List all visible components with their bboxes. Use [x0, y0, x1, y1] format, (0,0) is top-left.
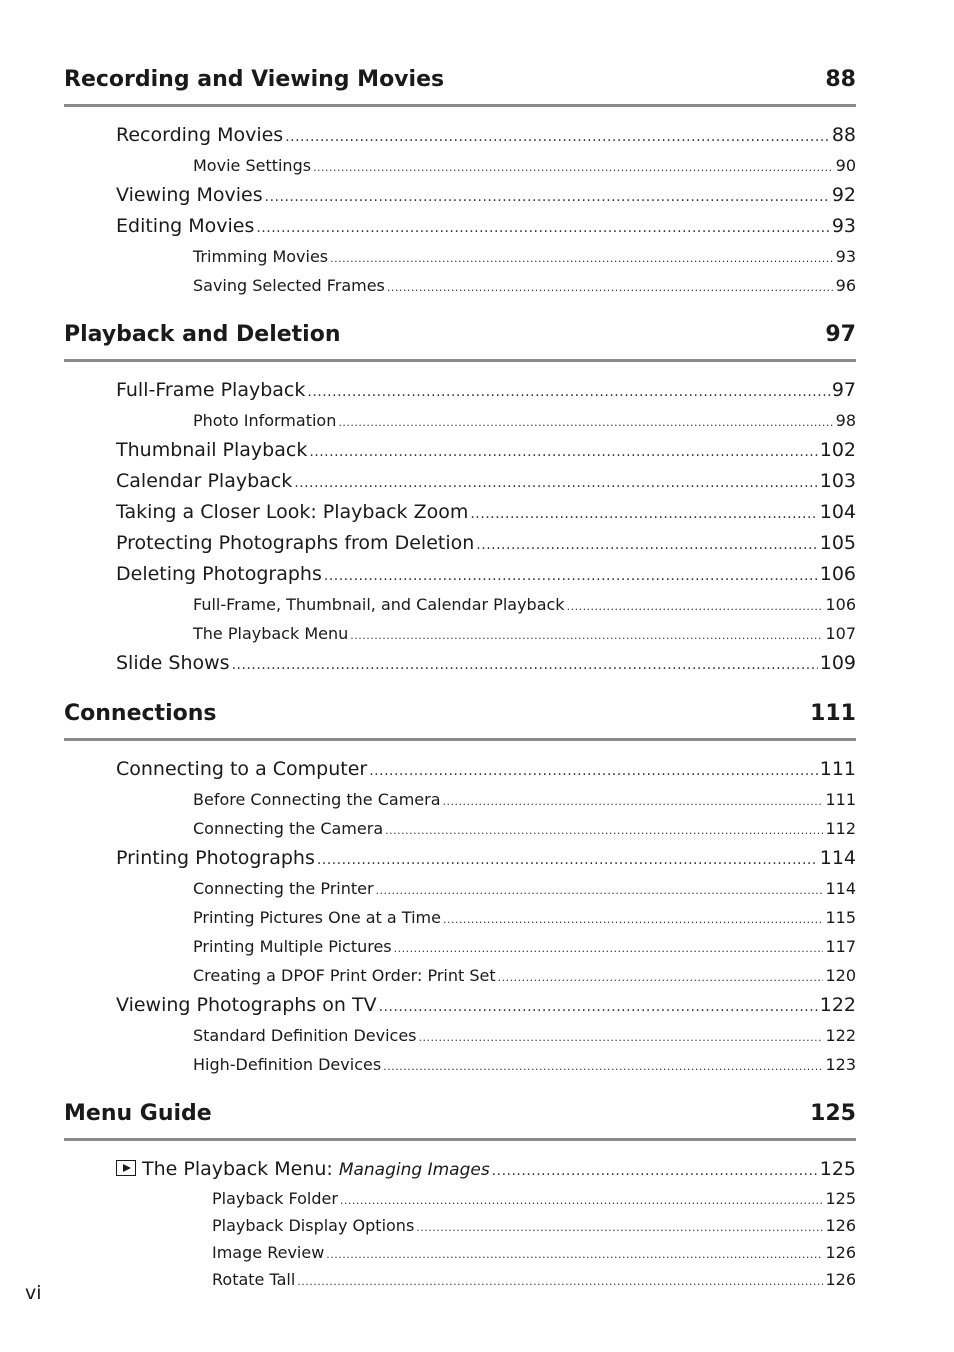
entry-page: 122 [825, 1026, 856, 1045]
dot-leader [338, 409, 833, 436]
entry-title [193, 407, 336, 434]
entry-title [116, 1155, 490, 1185]
entry-title [193, 243, 328, 270]
entry-title [193, 152, 311, 179]
entry-title [193, 786, 441, 813]
toc-entry[interactable] [64, 212, 856, 243]
entry-title [116, 436, 307, 465]
toc-entry[interactable] [64, 991, 856, 1022]
section-title: Recording and Viewing Movies [64, 67, 445, 92]
entry-page: 114 [825, 879, 856, 898]
dot-leader [416, 1215, 823, 1240]
entry-text: Printing Photographs [116, 847, 315, 869]
entry-text: High-Definition Devices [193, 1055, 382, 1074]
entry-page: 93 [831, 215, 856, 237]
dot-leader [383, 1053, 823, 1080]
entry-title [193, 272, 385, 299]
page-number: vi [25, 1282, 42, 1304]
entry-page: 120 [825, 966, 856, 985]
dot-leader [256, 214, 829, 243]
dot-leader [297, 1269, 823, 1294]
entry-page: 93 [835, 247, 856, 266]
entry-page: 97 [831, 379, 856, 401]
entry-text: Recording Movies [116, 124, 284, 146]
dot-leader [324, 562, 818, 591]
toc-entry[interactable] [64, 1155, 856, 1186]
toc-entry[interactable] [64, 786, 856, 815]
entry-text: Saving Selected Frames [193, 276, 385, 295]
entry-title [116, 991, 377, 1020]
toc-entry[interactable] [64, 1213, 856, 1240]
entry-title [193, 875, 374, 902]
toc-entry[interactable] [64, 875, 856, 904]
dot-leader [376, 877, 824, 904]
entry-title [212, 1213, 414, 1238]
dot-leader [394, 935, 824, 962]
entry-page: 92 [831, 184, 856, 206]
entry-text: Photo Information [193, 411, 337, 430]
section-title: Connections [64, 701, 217, 726]
toc-entry[interactable] [64, 620, 856, 649]
toc-entries [64, 107, 856, 315]
dot-leader [443, 788, 824, 815]
dot-leader [309, 438, 817, 467]
entry-text: The Playback Menu [193, 624, 349, 643]
entry-text: Editing Movies [116, 215, 255, 237]
entry-page: 98 [835, 411, 856, 430]
entry-page: 126 [825, 1270, 856, 1289]
entry-page: 106 [825, 595, 856, 614]
entry-subtitle: Managing Images [338, 1160, 490, 1180]
toc-entry[interactable] [64, 498, 856, 529]
section-heading[interactable] [64, 700, 856, 741]
section-heading[interactable] [64, 66, 856, 107]
dot-leader [419, 1024, 824, 1051]
entry-title [193, 1022, 417, 1049]
entry-title [116, 529, 474, 558]
entry-title [116, 844, 315, 873]
toc-entry[interactable] [64, 1267, 856, 1294]
entry-title [193, 815, 383, 842]
entry-text: Viewing Movies [116, 184, 263, 206]
entry-title [193, 933, 392, 960]
toc-entry[interactable] [64, 1051, 856, 1080]
toc-entry[interactable] [64, 121, 856, 152]
entry-title [116, 498, 468, 527]
entry-text: Standard Definition Devices [193, 1026, 417, 1045]
dot-leader [285, 123, 830, 152]
entry-page: 96 [835, 276, 856, 295]
section-page: 111 [810, 701, 856, 726]
entry-page: 103 [819, 470, 856, 492]
dot-leader [476, 531, 817, 560]
section-heading[interactable] [64, 321, 856, 362]
entry-text: Connecting to a Computer [116, 758, 368, 780]
toc-entry[interactable] [64, 529, 856, 560]
entry-page: 125 [819, 1158, 856, 1180]
entry-text: Image Review [212, 1243, 325, 1262]
dot-leader [326, 1242, 823, 1267]
section-heading[interactable] [64, 1100, 856, 1141]
toc-entry[interactable] [64, 376, 856, 407]
entry-text: Printing Pictures One at a Time [193, 908, 441, 927]
toc-section [64, 700, 856, 1094]
entry-page: 111 [825, 790, 856, 809]
entry-title [116, 755, 367, 784]
toc-entries [64, 1141, 856, 1308]
dot-leader [340, 1188, 824, 1213]
dot-leader [567, 593, 824, 620]
entry-page: 102 [819, 439, 856, 461]
section-page: 97 [825, 322, 856, 347]
entry-title [193, 620, 348, 647]
dot-leader [350, 622, 823, 649]
playback-menu-icon [116, 1160, 136, 1176]
entry-text: The Playback Menu: [142, 1158, 339, 1180]
dot-leader [317, 846, 818, 875]
entry-text: Viewing Photographs on TV [116, 994, 377, 1016]
toc-entry[interactable] [64, 181, 856, 212]
toc-entries [64, 362, 856, 694]
toc-entry[interactable] [64, 755, 856, 786]
entry-page: 107 [825, 624, 856, 643]
toc-entry[interactable] [64, 243, 856, 272]
toc-entry[interactable] [64, 904, 856, 933]
entry-title [193, 904, 441, 931]
entry-text: Deleting Photographs [116, 563, 322, 585]
dot-leader [385, 817, 823, 844]
entry-text: Rotate Tall [212, 1270, 296, 1289]
toc-section [64, 66, 856, 315]
entry-text: Printing Multiple Pictures [193, 937, 392, 956]
toc-section [64, 1100, 856, 1308]
entry-text: Full-Frame, Thumbnail, and Calendar Playback [193, 595, 565, 614]
toc-entry[interactable] [64, 815, 856, 844]
dot-leader [443, 906, 824, 933]
entry-page: 112 [825, 819, 856, 838]
entry-text: Thumbnail Playback [116, 439, 308, 461]
entry-text: Movie Settings [193, 156, 312, 175]
entry-title [116, 181, 263, 210]
toc-entry[interactable] [64, 1240, 856, 1267]
dot-leader [387, 274, 834, 301]
entry-text: Taking a Closer Look: Playback Zoom [116, 501, 469, 523]
toc-entry[interactable] [64, 272, 856, 301]
entry-page: 126 [825, 1243, 856, 1262]
toc-entry[interactable] [64, 591, 856, 620]
toc-entry[interactable] [64, 152, 856, 181]
section-page: 88 [825, 67, 856, 92]
dot-leader [498, 964, 824, 991]
entry-title [116, 560, 322, 589]
entry-page: 125 [825, 1189, 856, 1208]
entry-text: Playback Display Options [212, 1216, 415, 1235]
entry-title [116, 649, 230, 678]
entry-page: 114 [819, 847, 856, 869]
entry-page: 88 [831, 124, 856, 146]
section-title: Menu Guide [64, 1101, 212, 1126]
toc-entry[interactable] [64, 962, 856, 991]
entry-text: Calendar Playback [116, 470, 293, 492]
toc-entry[interactable] [64, 649, 856, 680]
dot-leader [313, 154, 834, 181]
entry-title [116, 376, 305, 405]
dot-leader [232, 651, 818, 680]
dot-leader [294, 469, 817, 498]
entry-title [212, 1240, 324, 1265]
entry-text: Connecting the Printer [193, 879, 374, 898]
section-page: 125 [810, 1101, 856, 1126]
entry-text: Protecting Photographs from Deletion [116, 532, 475, 554]
dot-leader [492, 1157, 818, 1186]
entry-page: 115 [825, 908, 856, 927]
entry-title [116, 121, 283, 150]
entry-page: 117 [825, 937, 856, 956]
entry-text: Playback Folder [212, 1189, 338, 1208]
toc-entry[interactable] [64, 933, 856, 962]
entry-title [116, 467, 292, 496]
dot-leader [470, 500, 817, 529]
entry-page: 122 [819, 994, 856, 1016]
table-of-contents [64, 66, 856, 1314]
entry-text: Slide Shows [116, 652, 230, 674]
toc-entries [64, 741, 856, 1094]
entry-text: Trimming Movies [193, 247, 329, 266]
entry-title [212, 1186, 338, 1211]
dot-leader [369, 757, 818, 786]
entry-page: 90 [835, 156, 856, 175]
toc-section [64, 321, 856, 694]
toc-entry[interactable] [64, 407, 856, 436]
toc-entry[interactable] [64, 1186, 856, 1213]
entry-text: Before Connecting the Camera [193, 790, 441, 809]
entry-page: 111 [819, 758, 856, 780]
entry-text: Full-Frame Playback [116, 379, 306, 401]
dot-leader [265, 183, 830, 212]
entry-page: 126 [825, 1216, 856, 1235]
entry-title [193, 591, 565, 618]
toc-entry[interactable] [64, 560, 856, 591]
entry-title [116, 212, 254, 241]
entry-text: Connecting the Camera [193, 819, 384, 838]
entry-page: 104 [819, 501, 856, 523]
toc-entry[interactable] [64, 844, 856, 875]
dot-leader [379, 993, 818, 1022]
entry-title [193, 1051, 381, 1078]
entry-title [212, 1267, 295, 1292]
toc-entry[interactable] [64, 1022, 856, 1051]
toc-entry[interactable] [64, 467, 856, 498]
entry-page: 123 [825, 1055, 856, 1074]
entry-page: 109 [819, 652, 856, 674]
dot-leader [307, 378, 829, 407]
entry-page: 106 [819, 563, 856, 585]
entry-text: Creating a DPOF Print Order: Print Set [193, 966, 496, 985]
section-title: Playback and Deletion [64, 322, 341, 347]
entry-page: 105 [819, 532, 856, 554]
toc-entry[interactable] [64, 436, 856, 467]
dot-leader [330, 245, 834, 272]
entry-title [193, 962, 496, 989]
